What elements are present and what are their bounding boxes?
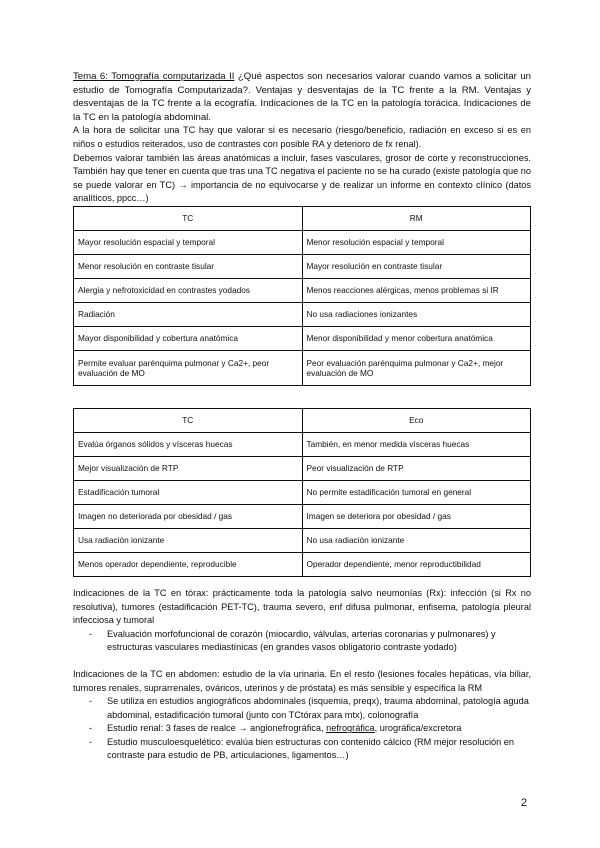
table-header-cell: RM <box>302 206 531 230</box>
abdomen-list <box>73 695 531 763</box>
table-cell: También, en menor medida vísceras huecas <box>302 432 531 456</box>
table-cell: Peor visualización de RTP <box>302 456 531 480</box>
list-item: - Evaluación morfofuncional de corazón (miocardio, válvulas, arterias coronarias y pulmonares) y estructuras vasculares mediastínicas (en grandes vasos obligatorio contraste yodado) <box>89 628 531 655</box>
page-number: 2 <box>520 797 527 809</box>
table-cell: Radiación <box>74 302 303 326</box>
table-cell: Mejor visualización de RTP <box>74 456 303 480</box>
torax-list <box>73 628 531 655</box>
table-cell: Mayor disponibilidad y cobertura anatómica <box>74 326 303 350</box>
topic-question: ¿Qué aspectos son necesarios valorar cuando vamos a solicitar un estudio de Tomografía Computarizada?. Ventajas y desventajas de la TC frente a la RM. Ventajas y desventajas de la TC frente a la ecografía. Indicaciones de la TC en la patología torácica. Indicaciones de la TC en la patología abdominal. <box>73 71 531 123</box>
renal-study-text-end: , urográfica/excretora <box>374 723 462 734</box>
list-item: - Se utiliza en estudios angiográficos abdominales (isquemia, preqx), trauma abdominal, patología aguda abdominal, estadificación tumoral (junto con TCtórax para mtx), colonografía <box>89 695 531 722</box>
table-cell: Alergia y nefrotoxicidad en contrastes yodados <box>74 278 303 302</box>
table-cell: Menor resolución en contraste tisular <box>74 254 303 278</box>
table-cell: Estadificación tumoral <box>74 480 303 504</box>
list-item: - Estudio musculoesquelético: evalúa bien estructuras con contenido cálcico (RM mejor resolución en contraste para estudio de PB, articulaciones, ligamentos…) <box>89 736 531 763</box>
topic-title: Tema 6: Tomografía computarizada II <box>73 71 235 82</box>
page-heading <box>73 70 531 124</box>
abdomen-indications: Indicaciones de la TC en abdomen: estudio de la vía urinaria. En el resto (lesiones focales hepáticas, vía biliar, tumores renales, suprarrenales, ováricos, uterinos y de próstata) es más sensible y específica la RM <box>73 668 531 693</box>
table-header-cell: TC <box>74 206 303 230</box>
intro-paragraph-2: Debemos valorar también las áreas anatómicas a incluir, fases vasculares, grosor de corte y reconstrucciones. También hay que tener en cuenta que tras una TC negativa el paciente no se ha curado (existe patología que no se puede valorar en TC) → importancia de no equivocarse y de realizar un informe en contexto clínico (datos analíticos, ppcc…) <box>73 152 531 204</box>
table-cell: No permite estadificación tumoral en general <box>302 480 531 504</box>
torax-indications: Indicaciones de la TC en tórax: prácticamente toda la patología salvo neumonías (Rx): infección (si Rx no resolutiva), tumores (estadificación PET-TC), trauma severo, enf difusa pulmonar, enfisema, patología pleural infecciosa y tumoral <box>73 587 531 626</box>
table-cell: Evalúa órganos sólidos y vísceras huecas <box>74 432 303 456</box>
table-cell: Imagen no deteriorada por obesidad / gas <box>74 504 303 528</box>
table-cell: No usa radiaciones ionizantes <box>302 302 531 326</box>
list-item <box>89 722 531 736</box>
intro-paragraph-1: A la hora de solicitar una TC hay que valorar si es necesario (riesgo/beneficio, radiación en exceso si es en niños o estudios reiterados, uso de contrastes con posible RA y deterioro de fx renal). <box>73 125 531 149</box>
table-cell: Permite evaluar parénquima pulmonar y Ca2+, peor evaluación de MO <box>74 350 303 385</box>
table-cell: Menos reacciones alérgicas, menos problemas si IR <box>302 278 531 302</box>
table-cell: Mayor resolución espacial y temporal <box>74 230 303 254</box>
document-page <box>73 70 531 763</box>
table-cell: Usa radiación ionizante <box>74 528 303 552</box>
table-cell: Imagen se deteriora por obesidad / gas <box>302 504 531 528</box>
table-header-cell: Eco <box>302 408 531 432</box>
table-cell: Menor resolución espacial y temporal <box>302 230 531 254</box>
table-cell: Peor evaluación parénquima pulmonar y Ca2+, mejor evaluación de MO <box>302 350 531 385</box>
table-cell: Mayor resolución en contraste tisular <box>302 254 531 278</box>
table-cell: Menor disponibilidad y menor cobertura anatómica <box>302 326 531 350</box>
tc-vs-rm-table <box>73 206 531 386</box>
table-cell: Menos operador dependiente, reproducible <box>74 552 303 576</box>
nefrografica-underlined: nefrográfica <box>326 723 375 734</box>
tc-vs-eco-table <box>73 408 531 577</box>
table-cell: No usa radiación ionizante <box>302 528 531 552</box>
table-header-cell: TC <box>74 408 303 432</box>
renal-study-text: Estudio renal: 3 fases de realce → angionefrográfica, <box>107 723 327 734</box>
table-cell: Operador dependiente, menor reproductibilidad <box>302 552 531 576</box>
